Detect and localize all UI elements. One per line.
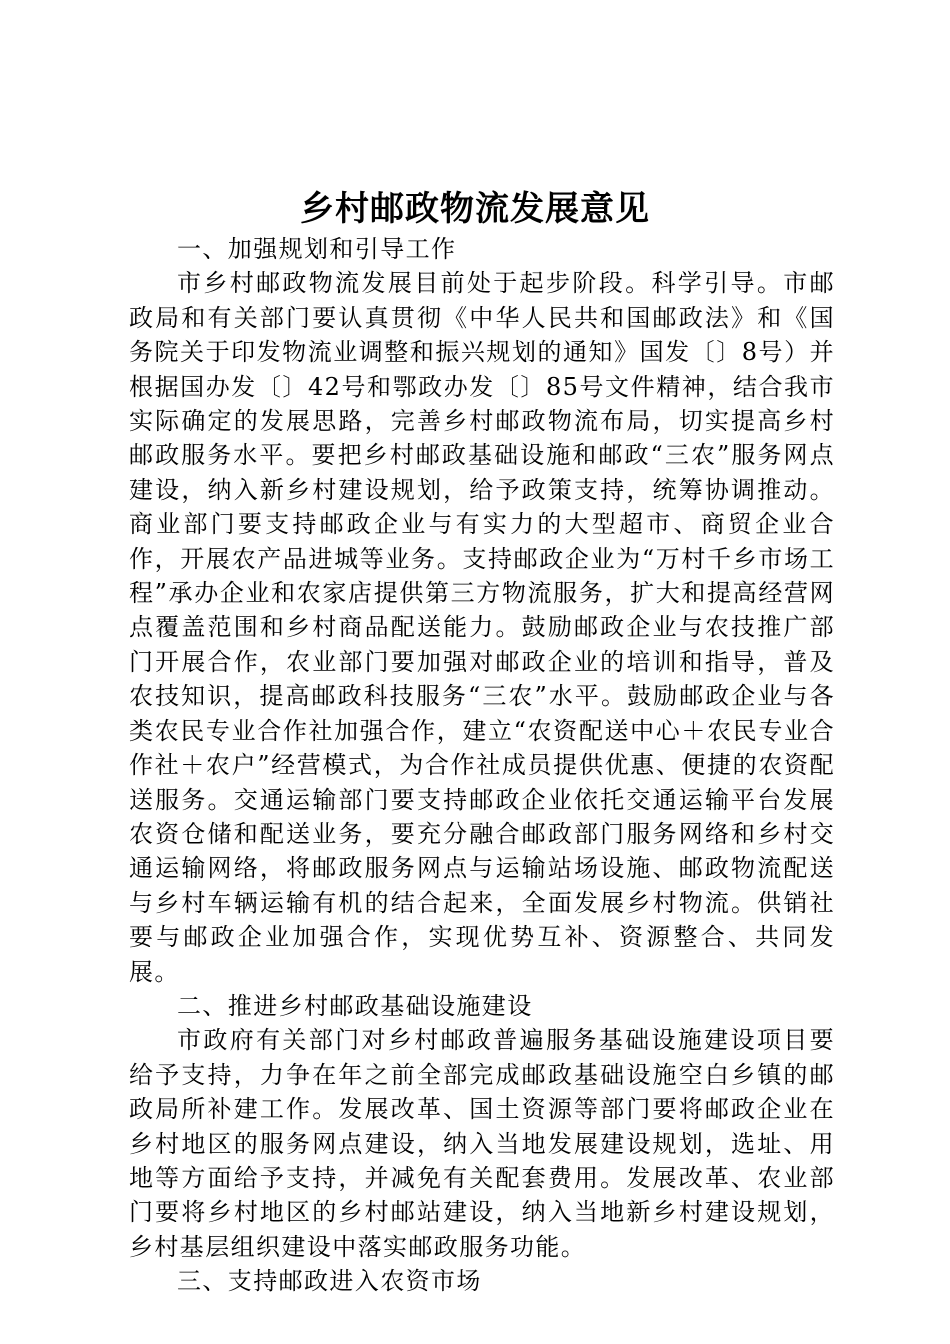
section-paragraph-2: 市政府有关部门对乡村邮政普遍服务基础设施建设项目要给予支持，力争在年之前全部完成邮政基础设施空白乡镇的邮政局所补建工作。发展改革、国土资源等部门要将邮政企业在乡村地区的服务网点建设，纳入当地发展建设规划，选址、用地等方面给予支持，并减免有关配套费用。发展改革、农业部门要将乡村地区的乡村邮站建设，纳入当地新乡村建设规划，乡村基层组织建设中落实邮政服务功能。 (129, 1026, 835, 1261)
document-body (129, 232, 835, 1299)
section-heading-1: 一、加强规划和引导工作 (177, 235, 457, 263)
section-paragraph-1: 市乡村邮政物流发展目前处于起步阶段。科学引导。市邮政局和有关部门要认真贯彻《中华人民共和国邮政法》和《国务院关于印发物流业调整和振兴规划的通知》国发〔〕8号）并根据国办发〔〕42号和鄂政办发〔〕85号文件精神，结合我市实际确定的发展思路，完善乡村邮政物流布局，切实提高乡村邮政服务水平。要把乡村邮政基础设施和邮政“三农”服务网点建设，纳入新乡村建设规划，给予政策支持，统筹协调推动。商业部门要支持邮政企业与有实力的大型超市、商贸企业合作，开展农产品进城等业务。支持邮政企业为“万村千乡市场工程”承办企业和农家店提供第三方物流服务，扩大和提高经营网点覆盖范围和乡村商品配送能力。鼓励邮政企业与农技推广部门开展合作，农业部门要加强对邮政企业的培训和指导，普及农技知识，提高邮政科技服务“三农”水平。鼓励邮政企业与各类农民专业合作社加强合作，建立“农资配送中心＋农民专业合作社＋农户”经营模式，为合作社成员提供优惠、便捷的农资配送服务。交通运输部门要支持邮政企业依托交通运输平台发展农资仓储和配送业务，要充分融合邮政部门服务网络和乡村交通运输网络，将邮政服务网点与运输站场设施、邮政物流配送与乡村车辆运输有机的结合起来，全面发展乡村物流。供销社要与邮政企业加强合作，实现优势互补、资源整合、共同发展。 (129, 269, 835, 986)
section-heading-2: 二、推进乡村邮政基础设施建设 (177, 991, 533, 1020)
document-title: 乡村邮政物流发展意见 (300, 189, 650, 229)
section-heading-3: 三、支持邮政进入农资市场 (177, 1267, 482, 1296)
